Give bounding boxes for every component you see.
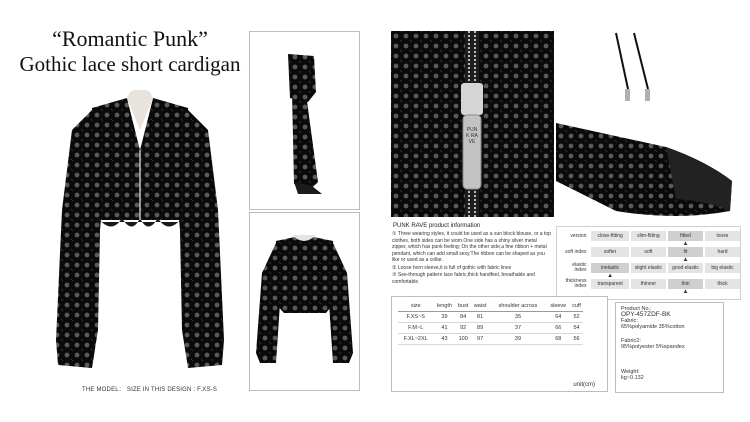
selected-marker-icon: ▲ <box>682 289 689 295</box>
lace-texture <box>391 31 554 217</box>
fit-index-label: soft index <box>565 248 587 255</box>
zipper-pull-text: PUNK RAVE <box>466 127 478 145</box>
size-cell: F.M~L <box>398 323 433 334</box>
size-chart-table <box>398 301 583 345</box>
fit-index-row <box>559 247 740 257</box>
size-header-cell: sleeve <box>547 301 570 312</box>
fabric2-label: Fabric2: <box>621 338 641 344</box>
fit-index-table <box>559 231 740 295</box>
size-cell: F.XS~S <box>398 312 433 323</box>
size-cell: 39 <box>433 312 455 323</box>
size-row <box>398 334 583 345</box>
cardigan-front-photo <box>52 90 228 380</box>
selected-marker-icon: ▲ <box>682 241 689 247</box>
product-title-line2: Gothic lace short cardigan <box>19 52 241 76</box>
fit-index-cell: thick <box>704 279 740 289</box>
size-header-cell: waist <box>471 301 489 312</box>
size-header-cell: cuff <box>570 301 583 312</box>
selected-marker-icon: ▲ <box>607 273 614 279</box>
fit-index-cell: good elastic <box>667 263 704 273</box>
product-no-label: Product No.: <box>621 306 652 312</box>
size-cell: 35 <box>489 312 546 323</box>
fit-index-cell: fit <box>667 247 704 257</box>
size-header-cell: length <box>433 301 455 312</box>
product-details-panel <box>615 302 724 393</box>
fit-index-cell: loose <box>704 231 740 241</box>
product-info-item: ③ See-through pattern lace fabric,thick handfeel, breathable and comfortable <box>392 272 535 285</box>
fit-index-cell: transparent <box>590 279 629 289</box>
fit-index-cell: thin <box>667 279 704 289</box>
fit-index-row <box>559 263 740 273</box>
model-size-caption: THE MODEL： SIZE IN THIS DESIGN : F.XS-S <box>82 387 218 393</box>
fit-index-cell: slight elastic <box>630 263 667 273</box>
fit-index-panel <box>556 226 741 300</box>
fit-index-label: thickness index <box>565 278 587 289</box>
fit-index-row <box>559 279 740 289</box>
size-cell: 81 <box>471 312 489 323</box>
selected-marker-icon: ▲ <box>682 257 689 263</box>
fit-index-cell: fitted <box>667 231 704 241</box>
fit-index-cell: thinner <box>630 279 667 289</box>
size-header-cell: size <box>398 301 433 312</box>
size-cell: 92 <box>456 323 471 334</box>
size-cell: 100 <box>456 334 471 345</box>
product-no: OPY-457ZDF-BK <box>621 311 671 318</box>
size-cell: 54 <box>570 323 583 334</box>
size-header-cell: shoulder across <box>489 301 546 312</box>
size-unit: unit(cm) <box>573 382 595 388</box>
weight-label: Weight: <box>621 369 640 375</box>
fit-index-cell: soft <box>630 247 667 257</box>
product-info-list <box>392 231 552 286</box>
fabric-label: Fabric: <box>621 318 638 324</box>
fabric-value: 65%polyamide 35%cotton <box>621 324 685 330</box>
fit-index-row <box>559 231 740 241</box>
size-cell: 68 <box>547 334 570 345</box>
size-cell: 37 <box>489 323 546 334</box>
size-cell: 43 <box>433 334 455 345</box>
cardigan-back-photo <box>250 213 359 390</box>
size-cell: 52 <box>570 312 583 323</box>
back-view-panel <box>249 212 360 391</box>
side-view-panel <box>249 31 360 210</box>
product-info-item: ① Three wearing styles, it could be used as a sun block blouse, or a top clothes, both sides can be worn.One side has a shiny silver metal zipper, which has punk feeling; On the other side,a fine ribbon + metal pendant, which can add small sexy.The ribbon can be shaped as you like or used as a collar. <box>392 231 551 263</box>
product-info-item: ② Loose horn sleeve,it is full of gothic with fabric lines <box>392 264 512 271</box>
size-cell: 41 <box>433 323 455 334</box>
size-cell: 97 <box>471 334 489 345</box>
size-header-cell: bust <box>456 301 471 312</box>
product-title-line1: “Romantic Punk” <box>52 26 208 51</box>
size-row <box>398 323 583 334</box>
size-cell: 89 <box>471 323 489 334</box>
fit-index-cell: close-fitting <box>590 231 629 241</box>
weight-value: kg~0.132 <box>621 375 644 381</box>
size-cell: F.XL~2XL <box>398 334 433 345</box>
size-chart-panel <box>391 296 608 392</box>
product-info-heading: PUNK RAVE product information <box>393 223 481 229</box>
fit-index-label: elastic index <box>572 262 587 273</box>
fit-index-cell: hard <box>704 247 740 257</box>
size-cell: 39 <box>489 334 546 345</box>
size-cell: 66 <box>547 323 570 334</box>
size-cell: 84 <box>456 312 471 323</box>
fit-index-cell: slim-fitting <box>630 231 667 241</box>
fabric2-value: 95%polyester 5%spandex <box>621 344 685 350</box>
size-row <box>398 312 583 323</box>
zipper-closeup-photo <box>391 31 554 217</box>
fit-index-label: version <box>570 232 587 239</box>
cuff-ribbon-detail-photo <box>556 31 742 221</box>
size-cell: 56 <box>570 334 583 345</box>
fit-index-cell: big elastic <box>704 263 740 273</box>
cardigan-side-photo <box>250 32 359 209</box>
size-cell: 64 <box>547 312 570 323</box>
fit-index-cell: softer <box>590 247 629 257</box>
fit-index-cell: inelastic <box>590 263 629 273</box>
